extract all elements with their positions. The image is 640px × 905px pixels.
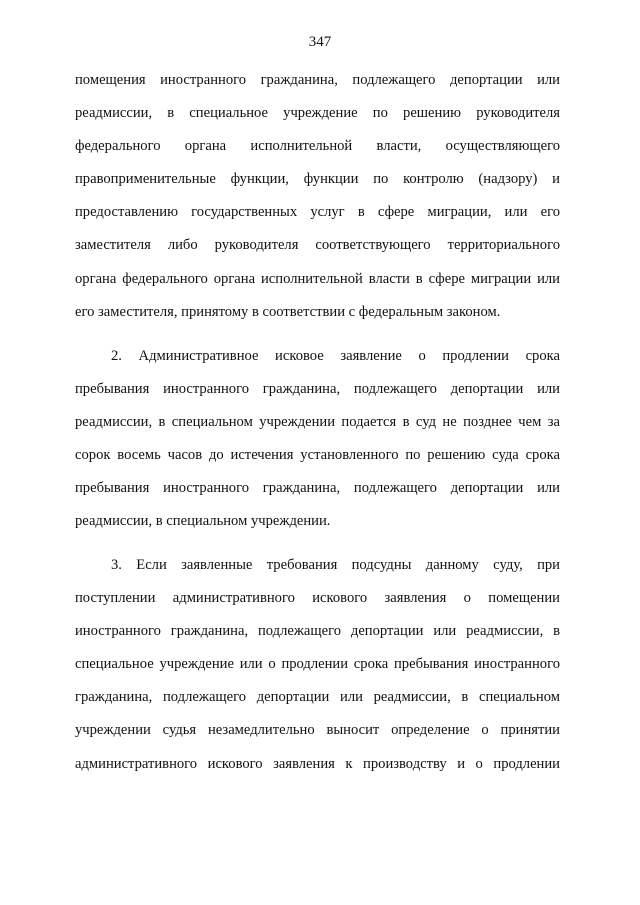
text-line: учреждении судья незамедлительно выносит определение о принятии <box>75 722 560 739</box>
text-line: федерального органа исполнительной власти, осуществляющего <box>75 138 560 155</box>
text-line: предоставлению государственных услуг в сфере миграции, или его <box>75 204 560 221</box>
text-line: правоприменительные функции, функции по контролю (надзору) и <box>75 171 560 188</box>
paragraph-1 <box>75 64 560 329</box>
text-line: заместителя либо руководителя соответствующего территориального <box>75 237 560 254</box>
text-line: административного искового заявления к производству и о продлении <box>75 755 560 772</box>
text-line: помещения иностранного гражданина, подлежащего депортации или <box>75 72 560 88</box>
paragraph-2 <box>75 340 560 539</box>
text-line: органа федерального органа исполнительной власти в сфере миграции или <box>75 270 560 287</box>
text-line: специальное учреждение или о продлении срока пребывания иностранного <box>75 656 560 673</box>
page-number: 347 <box>308 34 332 50</box>
paragraph-3 <box>75 549 560 781</box>
text-line: реадмиссии, в специальное учреждение по решению руководителя <box>75 105 560 122</box>
text-line: пребывания иностранного гражданина, подлежащего депортации или <box>75 480 560 497</box>
text-line: пребывания иностранного гражданина, подлежащего депортации или <box>75 381 560 398</box>
text-line: поступлении административного искового заявления о помещении <box>75 590 560 607</box>
text-line: 3. Если заявленные требования подсудны данному суду, при <box>111 557 560 573</box>
text-line: реадмиссии, в специальном учреждении. <box>75 513 331 530</box>
text-line: сорок восемь часов до истечения установленного по решению суда срока <box>75 447 560 464</box>
text-line: иностранного гражданина, подлежащего депортации или реадмиссии, в <box>75 623 560 640</box>
text-line: гражданина, подлежащего депортации или реадмиссии, в специальном <box>75 689 560 706</box>
text-line: реадмиссии, в специальном учреждении подается в суд не позднее чем за <box>75 414 560 431</box>
text-line: его заместителя, принятому в соответствии с федеральным законом. <box>75 303 501 320</box>
text-line: 2. Административное исковое заявление о продлении срока <box>111 348 560 364</box>
